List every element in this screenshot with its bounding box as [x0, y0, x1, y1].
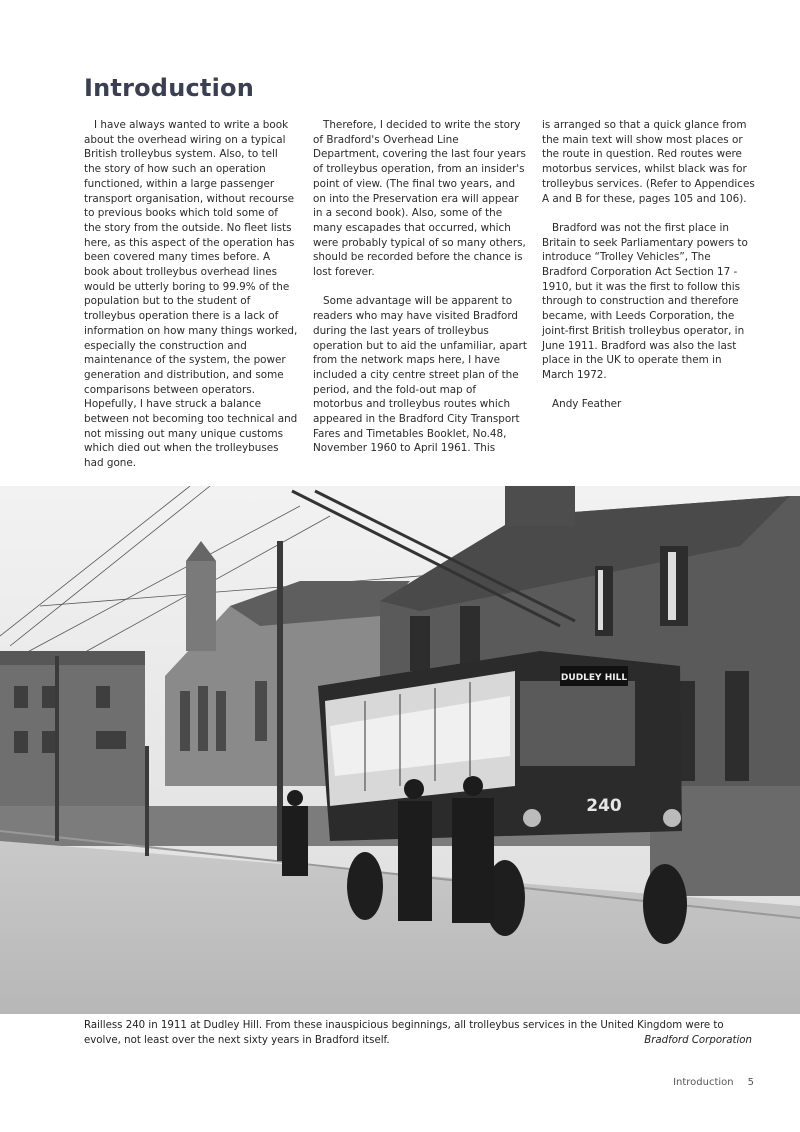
fleet-number: 240 [586, 796, 622, 816]
paragraph: I have always wanted to write a book about the overhead wiring on a typical British trolleybus system. Also, to tell the story of how such an operation functioned, within a large passenger transport organisation, without recourse to previous books which told some of the story from the outside. No fleet lists here, as this aspect of the operation has been covered many times before. A book about trolleybus overhead lines would be utterly boring to 99.9% of the population but to the student of trolleybus operation there is a lack of information on how many things worked, especially the construction and maintenance of the system, the power generation and distribution, and some comparisons between operators. Hopefully, I have struck a balance between not becoming too technical and not missing out many unique customs which died out when the trolleybuses had gone. [84, 119, 298, 470]
column-1 [84, 118, 298, 486]
author-signature: Andy Feather [552, 398, 622, 411]
paragraph: Bradford was not the first place in Britain to seek Parliamentary powers to introduce “Trolley Vehicles”, The Bradford Corporation Act Section 17 - 1910, but it was the first to follow this through to construction and therefore became, with Leeds Corporation, the joint-first British trolleybus operator, in June 1911. Bradford was also the last place in the UK to operate them in March 1972. [542, 221, 748, 381]
page-title: Introduction [84, 74, 254, 102]
page-number: 5 [747, 1077, 754, 1088]
historic-photo [0, 486, 800, 1014]
destination-blind: DUDLEY HILL [560, 673, 628, 683]
text-columns [84, 118, 756, 486]
column-2 [313, 118, 527, 486]
caption-text: Railless 240 in 1911 at Dudley Hill. From these inauspicious beginnings, all trolleybus services in the United Kingdom were to evolve, not least over the next sixty years in Bradford itself. [84, 1020, 724, 1046]
photo-credit: Bradford Corporation [644, 1034, 752, 1046]
chapel-tower [186, 561, 216, 651]
paragraph-continuation: is arranged so that a quick glance from the main text will show most places or the route in question. Red routes were motorbus services, whilst black was for trolleybus services. (Refer to Appendices A and B for these, pages 105 and 106). [542, 119, 755, 205]
paragraph: Therefore, I decided to write the story of Bradford's Overhead Line Department, covering the last four years of trolleybus operation, from an insider's point of view. (The final two years, and on into the Preservation era will appear in a second book). Also, some of the many escapades that occurred, which were probably typical of so many others, should be recorded before the chance is lost forever. [313, 119, 526, 279]
trolleybus-photo-illustration [0, 486, 800, 1014]
footer-section: Introduction [673, 1077, 734, 1088]
photo-caption [84, 1019, 752, 1048]
page-footer [673, 1077, 754, 1088]
column-3 [542, 118, 756, 486]
paragraph: Some advantage will be apparent to readers who may have visited Bradford during the last years of trolleybus operation but to aid the unfamiliar, apart from the network maps here, I have included a city centre street plan of the period, and the fold-out map of motorbus and trolleybus routes which appeared in the Bradford City Transport Fares and Timetables Booklet, No.48, November 1960 to April 1961. This [313, 295, 527, 455]
